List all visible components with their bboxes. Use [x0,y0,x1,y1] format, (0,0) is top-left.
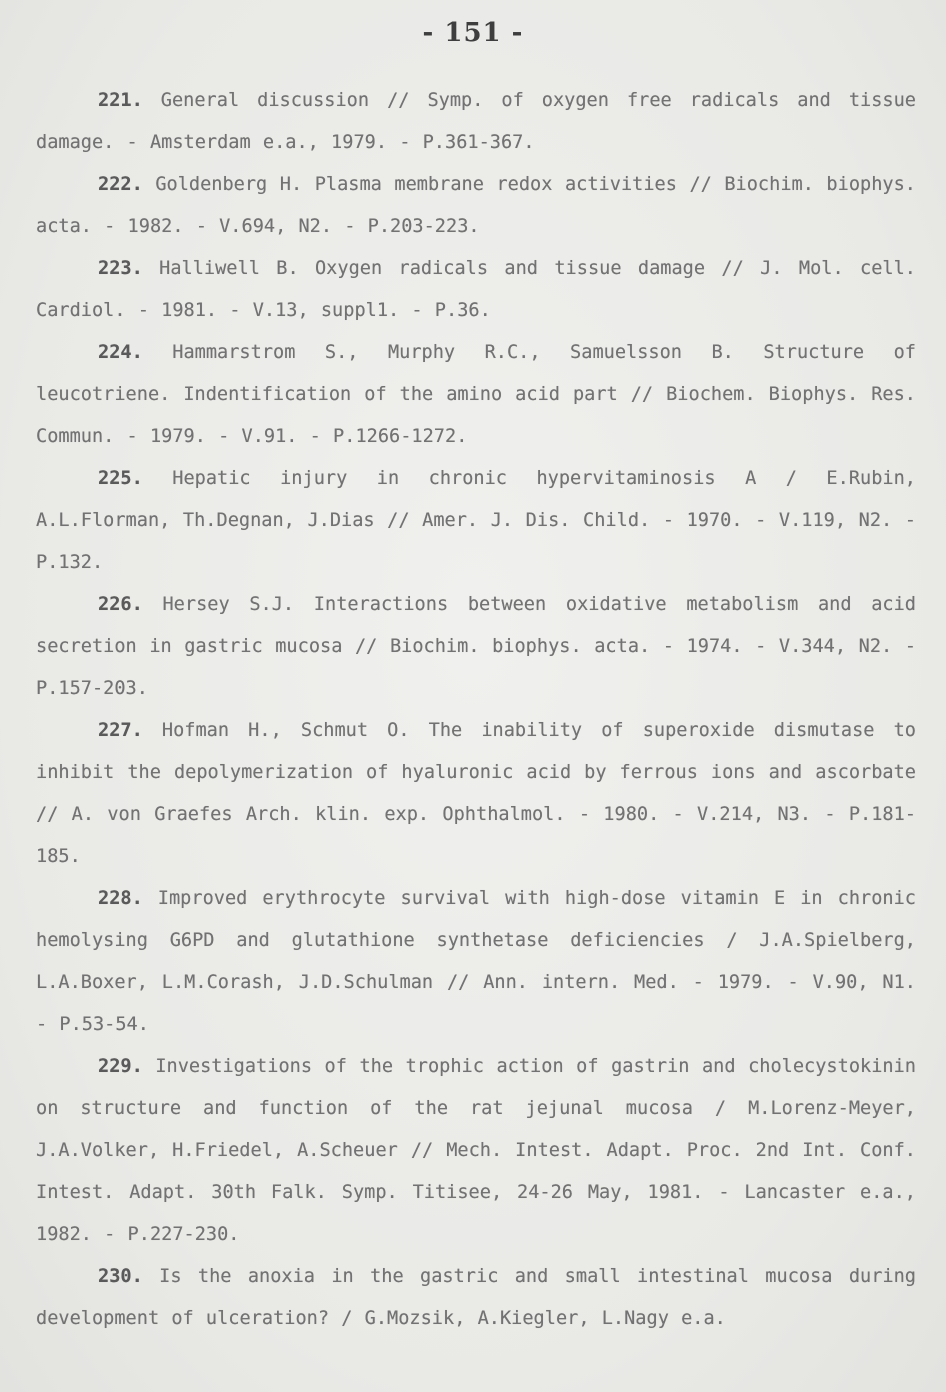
reference-number: 222. [98,174,143,195]
reference-text: Goldenberg H. Plasma membrane redox activities // Biochim. biophys. acta. - 1982. - V.694, N2. - P.203-223. [36,174,916,237]
reference-item [36,458,916,584]
reference-number: 223. [98,258,143,279]
reference-number: 225. [98,468,143,489]
reference-text: Is the anoxia in the gastric and small intestinal mucosa during development of ulceration? / G.Mozsik, A.Kiegler, L.Nagy e.a. [36,1266,916,1329]
reference-text: Investigations of the trophic action of gastrin and cholecystokinin on structure and function of the rat jejunal mucosa / M.Lorenz-Meyer, J.A.Volker, H.Friedel, A.Scheuer // Mech. Intest. Adapt. Proc. 2nd Int. Conf. Intest. Adapt. 30th Falk. Symp. Titisee, 24-26 May, 1981. - Lancaster e.a., 1982. - P.227-230. [36,1056,916,1245]
reference-number: 226. [98,594,143,615]
reference-list [36,80,916,1340]
reference-item [36,164,916,248]
reference-number: 229. [98,1056,143,1077]
reference-text: Hofman H., Schmut O. The inability of superoxide dismutase to inhibit the depolymerization of hyaluronic acid by ferrous ions and ascorbate // A. von Graefes Arch. klin. exp. Ophthalmol. - 1980. - V.214, N3. - P.181-185. [36,720,917,867]
reference-item [36,710,916,878]
reference-text: Halliwell B. Oxygen radicals and tissue damage // J. Mol. cell. Cardiol. - 1981. - V.13, suppl1. - P.36. [36,258,916,321]
reference-item [36,248,916,332]
reference-item [36,332,916,458]
reference-text: General discussion // Symp. of oxygen free radicals and tissue damage. - Amsterdam e.a., 1979. - P.361-367. [36,90,916,153]
reference-item [36,1046,916,1256]
reference-number: 230. [98,1266,143,1287]
reference-number: 227. [98,720,143,741]
reference-text: Hammarstrom S., Murphy R.C., Samuelsson B. Structure of leucotriene. Indentification of the amino acid part // Biochem. Biophys. Res. Commun. - 1979. - V.91. - P.1266-1272. [36,342,916,447]
reference-item [36,1256,916,1340]
reference-number: 228. [98,888,143,909]
page-number: - 151 - [422,18,524,48]
reference-text: Hepatic injury in chronic hypervitaminosis A / E.Rubin, A.L.Florman, Th.Degnan, J.Dias // Amer. J. Dis. Child. - 1970. - V.119, N2. - P.132. [36,468,916,573]
reference-text: Improved erythrocyte survival with high-dose vitamin E in chronic hemolysing G6PD and glutathione synthetase deficiencies / J.A.Spielberg, L.A.Boxer, L.M.Corash, J.D.Schulman // Ann. intern. Med. - 1979. - V.90, N1. - P.53-54. [36,888,916,1035]
reference-item [36,80,916,164]
reference-item [36,878,916,1046]
reference-number: 224. [98,342,143,363]
reference-text: Hersey S.J. Interactions between oxidative metabolism and acid secretion in gastric mucosa // Biochim. biophys. acta. - 1974. - V.344, N2. - P.157-203. [36,594,916,699]
reference-number: 221. [98,90,143,111]
reference-item [36,584,916,710]
